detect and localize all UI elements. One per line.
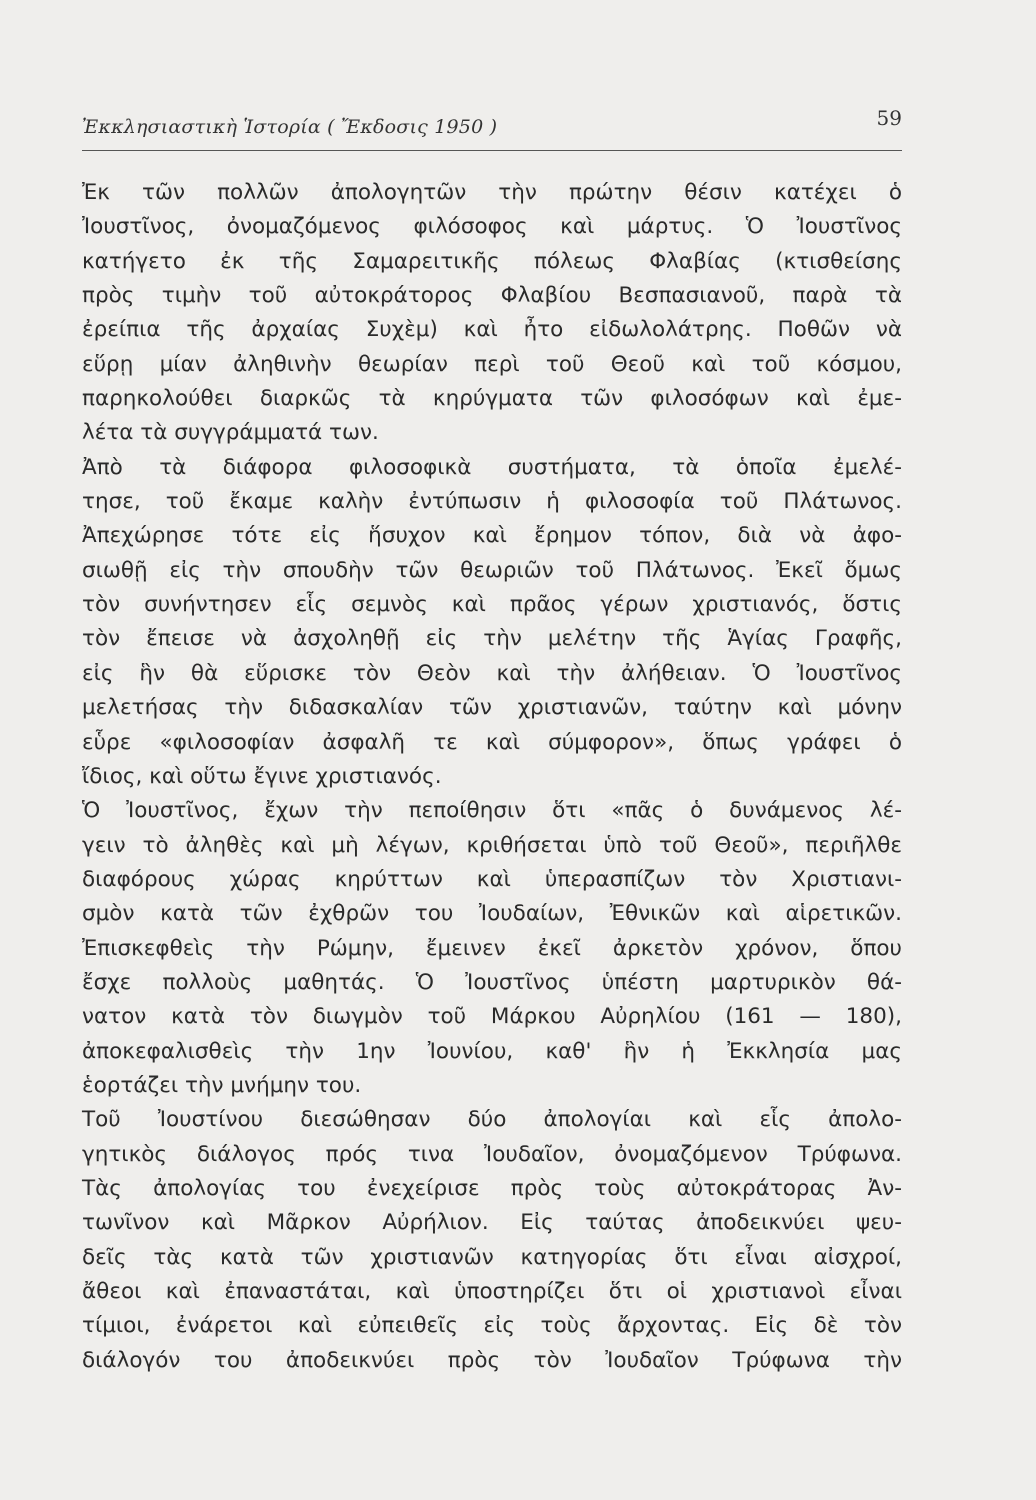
text-line: Ἐπισκεφθεὶς τὴν Ρώμην, ἔμεινεν ἐκεῖ ἀρκετὸν χρόνον, ὅπου [82,935,902,961]
text-line: Ἰουστῖνος, ὀνομαζόμενος φιλόσοφος καὶ μάρτυς. Ὁ Ἰουστῖνος [82,214,902,240]
text-line: λέτα τὰ συγγράμματά των. [82,420,379,446]
text-line: νατον κατὰ τὸν διωγμὸν τοῦ Μάρκου Αὐρηλίου (161 — 180), [82,1004,902,1030]
text-line: ἔσχε πολλοὺς μαθητάς. Ὁ Ἰουστῖνος ὑπέστη μαρτυρικὸν θά- [82,969,902,995]
text-line: ἀποκεφαλισθεὶς τὴν 1ην Ἰουνίου, καθ' ἣν ἡ Ἐκκλησία μας [82,1038,902,1064]
text-line: εἰς ἣν θὰ εὕρισκε τὸν Θεὸν καὶ τὴν ἀλήθειαν. Ὁ Ἰουστῖνος [82,660,902,686]
page-number: 59 [876,106,902,130]
text-line: μελετήσας τὴν διδασκαλίαν τῶν χριστιανῶν, ταύτην καὶ μόνην [82,695,902,721]
text-line: γειν τὸ ἀληθὲς καὶ μὴ λέγων, κριθήσεται ὑπὸ τοῦ Θεοῦ», περιῆλθε [82,832,902,858]
text-line: τὸν ἔπεισε νὰ ἀσχοληθῇ εἰς τὴν μελέτην τῆς Ἁγίας Γραφῆς, [82,626,902,652]
text-line: σιωθῇ εἰς τὴν σπουδὴν τῶν θεωριῶν τοῦ Πλάτωνος. Ἐκεῖ ὅμως [82,557,902,583]
text-line: παρηκολούθει διαρκῶς τὰ κηρύγματα τῶν φιλοσόφων καὶ ἐμε- [82,386,902,412]
text-line: διάλογόν του ἀποδεικνύει πρὸς τὸν Ἰουδαῖον Τρύφωνα τὴν [82,1347,902,1373]
header-rule [82,150,902,151]
text-line: Ἀπὸ τὰ διάφορα φιλοσοφικὰ συστήματα, τὰ ὁποῖα ἐμελέ- [82,454,902,480]
text-line: Τοῦ Ἰουστίνου διεσώθησαν δύο ἀπολογίαι καὶ εἷς ἀπολο- [82,1107,902,1133]
text-line: διαφόρους χώρας κηρύττων καὶ ὑπερασπίζων τὸν Χριστιανι- [82,866,902,892]
text-line: ἄθεοι καὶ ἐπαναστάται, καὶ ὑποστηρίζει ὅτι οἱ χριστιανοὶ εἶναι [82,1279,902,1304]
text-line: τὸν συνήντησεν εἷς σεμνὸς καὶ πρᾶος γέρων χριστιανός, ὅστις [82,592,902,618]
body-text [82,176,902,1378]
text-line: ἐρείπια τῆς ἀρχαίας Συχὲμ) καὶ ἦτο εἰδωλολάτρης. Ποθῶν νὰ [82,317,902,343]
text-line: Ὁ Ἰουστῖνος, ἔχων τὴν πεποίθησιν ὅτι «πᾶς ὁ δυνάμενος λέ- [82,798,902,824]
text-line: Τὰς ἀπολογίας του ἐνεχείρισε πρὸς τοὺς αὐτοκράτορας Ἀν- [82,1175,902,1201]
running-header-title: Ἐκκλησιαστικὴ Ἱστορία ( Ἔκδοσις 1950 ) [82,116,498,138]
text-line: σμὸν κατὰ τῶν ἐχθρῶν του Ἰουδαίων, Ἐθνικῶν καὶ αἱρετικῶν. [82,901,902,927]
text-line: τίμιοι, ἐνάρετοι καὶ εὐπειθεῖς εἰς τοὺς ἄρχοντας. Εἰς δὲ τὸν [82,1313,902,1339]
text-line: Ἀπεχώρησε τότε εἰς ἥσυχον καὶ ἔρημον τόπον, διὰ νὰ ἀφο- [82,523,902,549]
text-line: κατήγετο ἐκ τῆς Σαμαρειτικῆς πόλεως Φλαβίας (κτισθείσης [82,248,902,274]
text-line: τησε, τοῦ ἔκαμε καλὴν ἐντύπωσιν ἡ φιλοσοφία τοῦ Πλάτωνος. [82,489,902,515]
text-line: εὕρῃ μίαν ἀληθινὴν θεωρίαν περὶ τοῦ Θεοῦ καὶ τοῦ κόσμου, [82,351,902,377]
text-line: δεῖς τὰς κατὰ τῶν χριστιανῶν κατηγορίας ὅτι εἶναι αἰσχροί, [82,1244,902,1270]
text-line: εὗρε «φιλοσοφίαν ἀσφαλῆ τε καὶ σύμφορον», ὅπως γράφει ὁ [82,729,902,755]
text-line: τωνῖνον καὶ Μᾶρκον Αὐρήλιον. Εἰς ταύτας ἀποδεικνύει ψευ- [82,1210,902,1236]
text-line: γητικὸς διάλογος πρός τινα Ἰουδαῖον, ὀνομαζόμενον Τρύφωνα. [82,1141,902,1167]
text-line: πρὸς τιμὴν τοῦ αὐτοκράτορος Φλαβίου Βεσπασιανοῦ, παρὰ τὰ [82,283,902,309]
text-line: ἴδιος, καὶ οὕτω ἔγινε χριστιανός. [82,763,442,789]
text-line: Ἐκ τῶν πολλῶν ἀπολογητῶν τὴν πρώτην θέσιν κατέχει ὁ [82,180,902,205]
text-line: ἑορτάζει τὴν μνήμην του. [82,1072,362,1098]
running-header [82,82,902,152]
